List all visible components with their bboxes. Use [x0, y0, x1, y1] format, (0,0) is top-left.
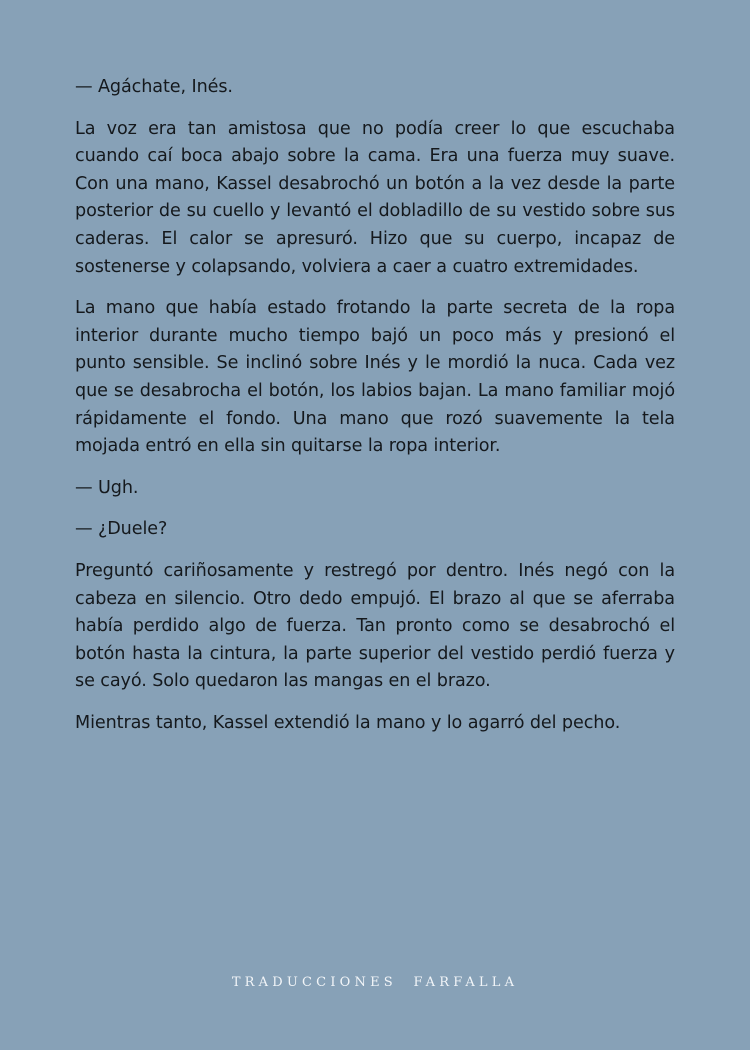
paragraph: — Agáchate, Inés. [75, 77, 233, 97]
paragraph: La mano que había estado frotando la parte secreta de la ropa interior durante mucho tiempo bajó un poco más y presionó el punto sensible. Se inclinó sobre Inés y le mordió la nuca. Cada vez que se desabrocha el botón, los labios bajan. La mano familiar mojó rápidamente el fondo. Una mano que rozó suavemente la tela mojada entró en ella sin quitarse la ropa interior. [75, 298, 675, 457]
paragraph: — Ugh. [75, 477, 139, 498]
footer-credit: TRADUCCIONES FARFALLA [231, 975, 519, 990]
paragraph: — ¿Duele? [75, 519, 168, 540]
paragraph: Preguntó cariñosamente y restregó por dentro. Inés negó con la cabeza en silencio. Otro dedo empujó. El brazo al que se aferraba había perdido algo de fuerza. Tan pronto como se desabrochó el botón hasta la cintura, la parte superior del vestido perdió fuerza y se cayó. Solo quedaron las mangas en el brazo. [75, 560, 675, 692]
page-body [75, 74, 675, 751]
paragraph: La voz era tan amistosa que no podía creer lo que escuchaba cuando caí boca abajo sobre la cama. Era una fuerza muy suave. Con una mano, Kassel desabrochó un botón a la vez desde la parte posterior de su cuello y levantó el dobladillo de su vestido sobre sus caderas. El calor se apresuró. Hizo que su cuerpo, incapaz de sostenerse y colapsando, volviera a caer a cuatro extremidades. [75, 118, 675, 277]
paragraph: Mientras tanto, Kassel extendió la mano y lo agarró del pecho. [75, 712, 621, 733]
